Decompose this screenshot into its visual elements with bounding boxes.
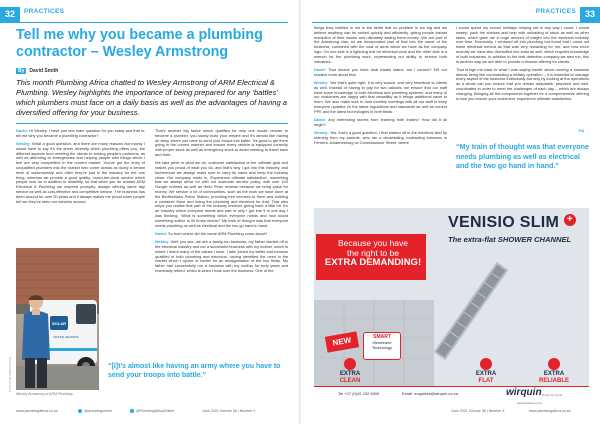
- footer-twitter[interactable]: [78, 409, 112, 413]
- article-paragraph: [155, 161, 288, 228]
- footer-website[interactable]: www.plumbingafrica.co.za: [529, 409, 571, 413]
- page-number: 32: [0, 7, 20, 22]
- article-column-3: [314, 26, 447, 206]
- paragraph-text: I would spend my school holidays helping out in any way I could. I would sweep, pack the shelves and help with unloading of stock as well as other tasks, which gave me a huge amount of insight into the electrical industry over time. Eventually, I ventured off into plumbing but found that I could not leave electrical behind as that was very rewarding for me, and now more recently we have also diversified into solar as well, which requires knowledge of both industries. In addition to the leak detection company we also run, this is another way we are able to provide a diverse offering for clients.: [456, 26, 589, 64]
- ad-phone[interactable]: Tel +27 (0)42 242 6000: [338, 391, 380, 396]
- ad-website[interactable]: www.wirquin.co.za: [517, 401, 542, 405]
- article-paragraph: [456, 26, 589, 64]
- speaker-label: David:: [314, 117, 329, 123]
- article-paragraph: [155, 129, 288, 158]
- photo-illustration: [16, 248, 99, 390]
- plus-icon: +: [564, 214, 576, 226]
- ad-brand-name: VENISIO SLIM: [448, 214, 560, 231]
- article-paragraph: [314, 68, 447, 78]
- smart-label-2: Membrane: [372, 340, 392, 345]
- footer-twitter-label: @plumbingonline: [84, 409, 112, 413]
- end-mark: PA: [579, 128, 585, 133]
- paragraph-text: So from where did the name ARM Plumbing come about?: [167, 230, 268, 236]
- feature-3-line-1: EXTRA: [543, 371, 565, 377]
- article-paragraph: [314, 26, 447, 64]
- paragraph-text: Hi Wesley. I have just one main question for you today and that is: tell me why you became a plumbing contractor?: [16, 129, 145, 138]
- twitter-icon: [78, 409, 82, 413]
- section-label: PRACTICES: [535, 8, 576, 15]
- paragraph-text: That means you have dual trades status, am I correct? Tell our readers more about that.: [314, 66, 447, 77]
- feature-2-line-1: EXTRA: [475, 371, 497, 377]
- article-column-2: [155, 129, 288, 357]
- feature-1-line-2: CLEAN: [339, 378, 361, 384]
- speaker-label: Wesley:: [314, 79, 330, 85]
- ad-brand: [448, 214, 576, 232]
- wirquin-advert[interactable]: [314, 208, 589, 404]
- feature-3-line-2: RELIABLE: [539, 378, 569, 384]
- article-paragraph: [314, 81, 447, 115]
- article-paragraph: [314, 118, 447, 128]
- article-column-1: [16, 129, 145, 245]
- paragraph-text: That brings me back to what I was saying earlier about running a business almost being like commanding a military operation – it is essential to manage every aspect of the business individually but only by looking at the operations as a whole can you ensure that you remain adaptable, prepared and well-coordinated in order to meet the challenges of each day – which are always changing. Bringing all the components together for a comprehensive offering is how you ensure your customers’ experience ultimate satisfaction.: [456, 66, 589, 101]
- smart-membrane-badge: [363, 332, 401, 360]
- paragraph-text: Yes that’s quite right. It is very scarce, and very beneficial to clients as well. Instead of having to pay for two callouts, we ensure that our staff have some knowledge of both electrical and plumbing systems, and many of our customers are happy with that versatility as it brings additional value to them. We also make sure to host monthly meetings with all our staff to keep everyone updated on the latest regulations and standards as well as correct PPE and the latest technologies in both fields.: [314, 79, 447, 114]
- article-paragraph: [456, 68, 589, 102]
- facebook-icon: [130, 409, 134, 413]
- page-number: 33: [580, 7, 600, 22]
- paragraph-text: We take pride in what we do, customer satisfaction is the ultimate goal and makes you proud of what you do, and that’s why I got into this industry, and furthermore we always make sure to carry its name and keep the industry clean. Our company motto is, ‘Experience ultimate satisfaction’, something that we always strive for with our customer service policy, with over 100 Google reviews as well as Hello Peter reviews because we bring value for money. We service a lot of communities, such as the work we have done at the Bedfordview Police Station, providing free services to them and building a container there and doing the plumbing and electrical for that. That also helps you realise that part of the industry involves giving back a little bit. It’s an industry which everyone needs and part of why I got into it is one day I was thinking, ‘What is something which everyone needs and how would something suffice to fill those needs?’ My train of thought was that everyone needs plumbing as well as electrical and the two go hand in hand.: [155, 160, 288, 228]
- header-rule: [0, 22, 288, 23]
- photo-caption: Wesley Armstrong of ARM Plumbing.: [16, 392, 74, 396]
- speaker-label: David:: [155, 230, 168, 236]
- ad-slogan: [322, 238, 424, 268]
- feature-2-line-2: FLAT: [478, 378, 494, 384]
- clean-icon: [344, 358, 356, 370]
- ad-slogan-line-3: EXTRA DEMANDING!: [324, 257, 422, 268]
- article-intro: This month Plumbing Africa chatted to Wesley Armstrong of ARM Electrical & Plumbing. Wesley highlights the importance of being prepared for any ‘battles’ which plumbers must face on a daily basis as well as the advantages of having a diversified offering for your business.: [16, 78, 287, 117]
- footer-facebook-label: @PlumbingAfricaOnline: [136, 409, 175, 413]
- reliable-icon: [548, 358, 560, 370]
- smart-label-3: Technology: [371, 345, 393, 350]
- right-page: [301, 0, 600, 424]
- speaker-label: Wesley:: [16, 141, 33, 147]
- feature-extra-clean: [334, 358, 366, 385]
- photo-credit: Photo credit: ARM Plumbing: [8, 357, 12, 392]
- speaker-label: David:: [314, 66, 329, 72]
- speaker-label: Wesley:: [314, 130, 330, 136]
- left-page: [0, 0, 299, 424]
- footer-issue: June 2021 Volume 38 | Number 4: [451, 409, 505, 413]
- wirquin-logo: wirquin: [506, 387, 542, 398]
- footer-issue: June 2021 Volume 38 | Number 4: [202, 409, 256, 413]
- ad-tagline: The extra-flat SHOWER CHANNEL: [448, 235, 572, 244]
- paragraph-text: Yes, that’s a good question. I first started off in the electrical field by learning from my parents, who ran a wholesaling contracting business in Ferreira Johannesburg on Commissioner Street, where: [314, 130, 447, 145]
- pull-quote: “[I]t’s almost like having an army where you have to send your troops into battle.”: [108, 363, 281, 379]
- paragraph-text: Well you see, we are a family-run business; my father started off in the electrical industry and ran a successful business with my mother, which is where I learnt many of the values I have. I later joined my father and became qualified in both plumbing and electrical, having identified the need in the market which I spoke of earlier for an amalgamation of the two fields. My father had successfully run a business with my mother for forty years and eventually retired, which is when I took over the business. One of the: [155, 239, 288, 274]
- article-paragraph: [155, 240, 288, 274]
- article-title: Tell me why you became a plumbing contractor – Wesley Armstrong: [16, 27, 263, 60]
- byline: [16, 68, 58, 74]
- speaker-label: Wesley:: [155, 239, 171, 245]
- flat-icon: [480, 358, 492, 370]
- smart-label-1: SMART: [373, 334, 391, 340]
- paragraph-text: That’s another big factor which qualifies for why one would choose to become a plumber, you slowly build your empire and it’s almost like having an army where you have to send your troops into battle. It’s good to get them going in the correct manner and ensure every vehicle is equipped correctly with proper stock as well as emergency stock to avoid needing to travel back and forth.: [155, 129, 288, 157]
- ad-email[interactable]: Email: enquiries@wirquin.co.za: [402, 391, 458, 396]
- article-paragraph: [314, 131, 447, 145]
- paragraph-text: Any interesting stories from learning both trades? How did it all begin?: [314, 117, 447, 127]
- wirquin-logo-tag: Smart by Good: [542, 393, 563, 397]
- article-paragraph: [155, 232, 288, 237]
- header-rule: [312, 22, 600, 23]
- paragraph-text: things they instilled in me is the belief that no problem is too big and we believe anything can be solved quickly and efficiently, giving people instant resolution of their issues and ultimately saving them money. We are part of the Armstrong clan, so we incorporated part of that into the name of the business, combined with the coat of arms which we have as the company logo. On one side is a lightning bolt for electrical work and the other side is a wrench for the plumbing work, representing our ability to service both industries.: [314, 26, 447, 64]
- pull-quote: “My train of thought was that everyone needs plumbing as well as electrical and the two go hand in hand.”: [456, 142, 589, 170]
- feature-extra-reliable: [532, 358, 576, 385]
- feature-1-line-1: EXTRA: [339, 371, 361, 377]
- ad-slogan-line-2: the right to be: [347, 248, 399, 258]
- speaker-label: David:: [16, 129, 30, 133]
- intro-divider: [16, 123, 288, 124]
- article-paragraph: [16, 129, 145, 139]
- new-badge: NEW: [325, 331, 359, 352]
- section-label: PRACTICES: [24, 8, 65, 15]
- byline-author: David Smith: [29, 68, 59, 74]
- footer-facebook[interactable]: [130, 409, 174, 413]
- footer-website[interactable]: www.plumbingafrica.co.za: [16, 409, 58, 413]
- byline-badge: By: [18, 68, 25, 74]
- photo-wesley-armstrong: [16, 248, 99, 390]
- article-paragraph: [16, 142, 145, 204]
- article-column-4: [456, 26, 589, 134]
- ad-slogan-line-1: Because you have: [338, 238, 408, 248]
- van-sub-text: WATER HEATERS: [53, 335, 79, 339]
- paragraph-text: What a good question, and there are many reasons but mainly I would have to say it’s the sheer diversity which plumbing offers you, the different aspects from meeting the clients to solving people’s problems, as well as attending to emergencies and helping people with things which I feel are very competitive in the current market. You’ve got the entry of unqualified plumbers into the market who come across as doing a certain level of workmanship and often they’re just in the industry for the one thing, whereas we provide a good quality, round-the-clock service which people look for in addition to reliability, so that when you do contact ARM Electrical & Plumbing we respond promptly, always offering same day service as well as cost-effective and competitive service. The business has been around for over 20 years and it always makes me proud when people tell me they’ve seen our vehicles around.: [16, 141, 145, 204]
- feature-extra-flat: [470, 358, 502, 385]
- van-logo-text: SOLAR: [52, 321, 66, 326]
